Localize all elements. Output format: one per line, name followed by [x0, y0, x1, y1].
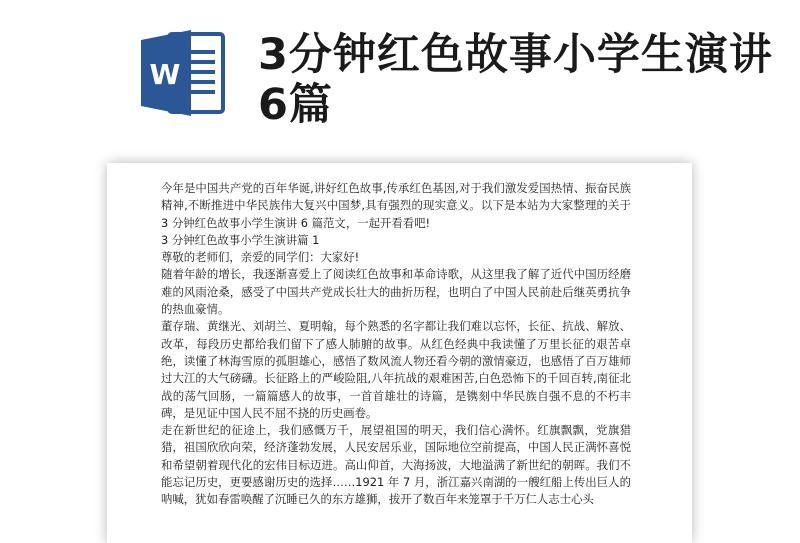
document-page [107, 163, 692, 543]
body-paragraph: 董存瑞、黄继光、刘胡兰、夏明翰，每个熟悉的名字都让我们难以忘怀，长征、抗战、解放、改革，每段历史都给我们留下了感人肺腑的故事。从红色经典中我读懂了万里长征的艰苦卓绝，读懂了林海雪原的孤胆雄心，感悟了数风流人物还看今朝的激情豪迈，也感悟了百万雄师过大江的大气磅礴。长征路上的严峻险阻,八年抗战的艰难困苦,白色恐怖下的千回百转,南征北战的荡气回肠，一篇篇感人的故事，一首首雄壮的诗篇，是镌刻中华民族自强不息的不朽丰碑，是见证中国人民不屈不挠的历史画卷。 [161, 319, 631, 420]
page-title: 3分钟红色故事小学生演讲6篇 [258, 30, 773, 130]
intro-paragraph: 今年是中国共产党的百年华诞,讲好红色故事,传承红色基因,对于我们激发爱国热情、振奋民族精神,不断推进中华民族伟大复兴中国梦,具有强烈的现实意义。以下是本站为大家整理的关于 3 分钟红色故事小学生演讲 6 篇范文，一起开看看吧! [161, 181, 631, 230]
header [0, 0, 800, 150]
section-heading: 3 分钟红色故事小学生演讲篇 1 [161, 232, 320, 247]
greeting-paragraph: 尊敬的老师们，亲爱的同学们：大家好! [161, 250, 360, 265]
body-paragraph: 随着年龄的增长，我逐渐喜爱上了阅读红色故事和革命诗歌，从这里我了解了近代中国历经磨难的风雨沧桑，感受了中国共产党成长壮大的曲折历程，也明白了中国人民前赴后继英勇抗争的热血豪情。 [161, 267, 631, 317]
word-document-icon [141, 26, 225, 120]
word-logo-letter: W [149, 58, 181, 91]
body-paragraph: 走在新世纪的征途上，我们感慨万千，展望祖国的明天，我们信心满怀。红旗飘飘，党旗猎猎，祖国欣欣向荣，经济蓬勃发展，人民安居乐业，国际地位空前提高，中国人民正满怀喜悦和希望朝着现代化的宏伟目标迈进。高山仰首，大海扬波，大地溢满了新世纪的朝晖。我们不能忘记历史，更要感谢历史的选择……1921 年 7 月，浙江嘉兴南湖的一艘红船上传出巨人的呐喊，犹如春雷唤醒了沉睡已久的东方雄狮，拔开了数百年来笼罩于千万仁人志士心头 [161, 423, 631, 507]
document-content [161, 180, 631, 509]
